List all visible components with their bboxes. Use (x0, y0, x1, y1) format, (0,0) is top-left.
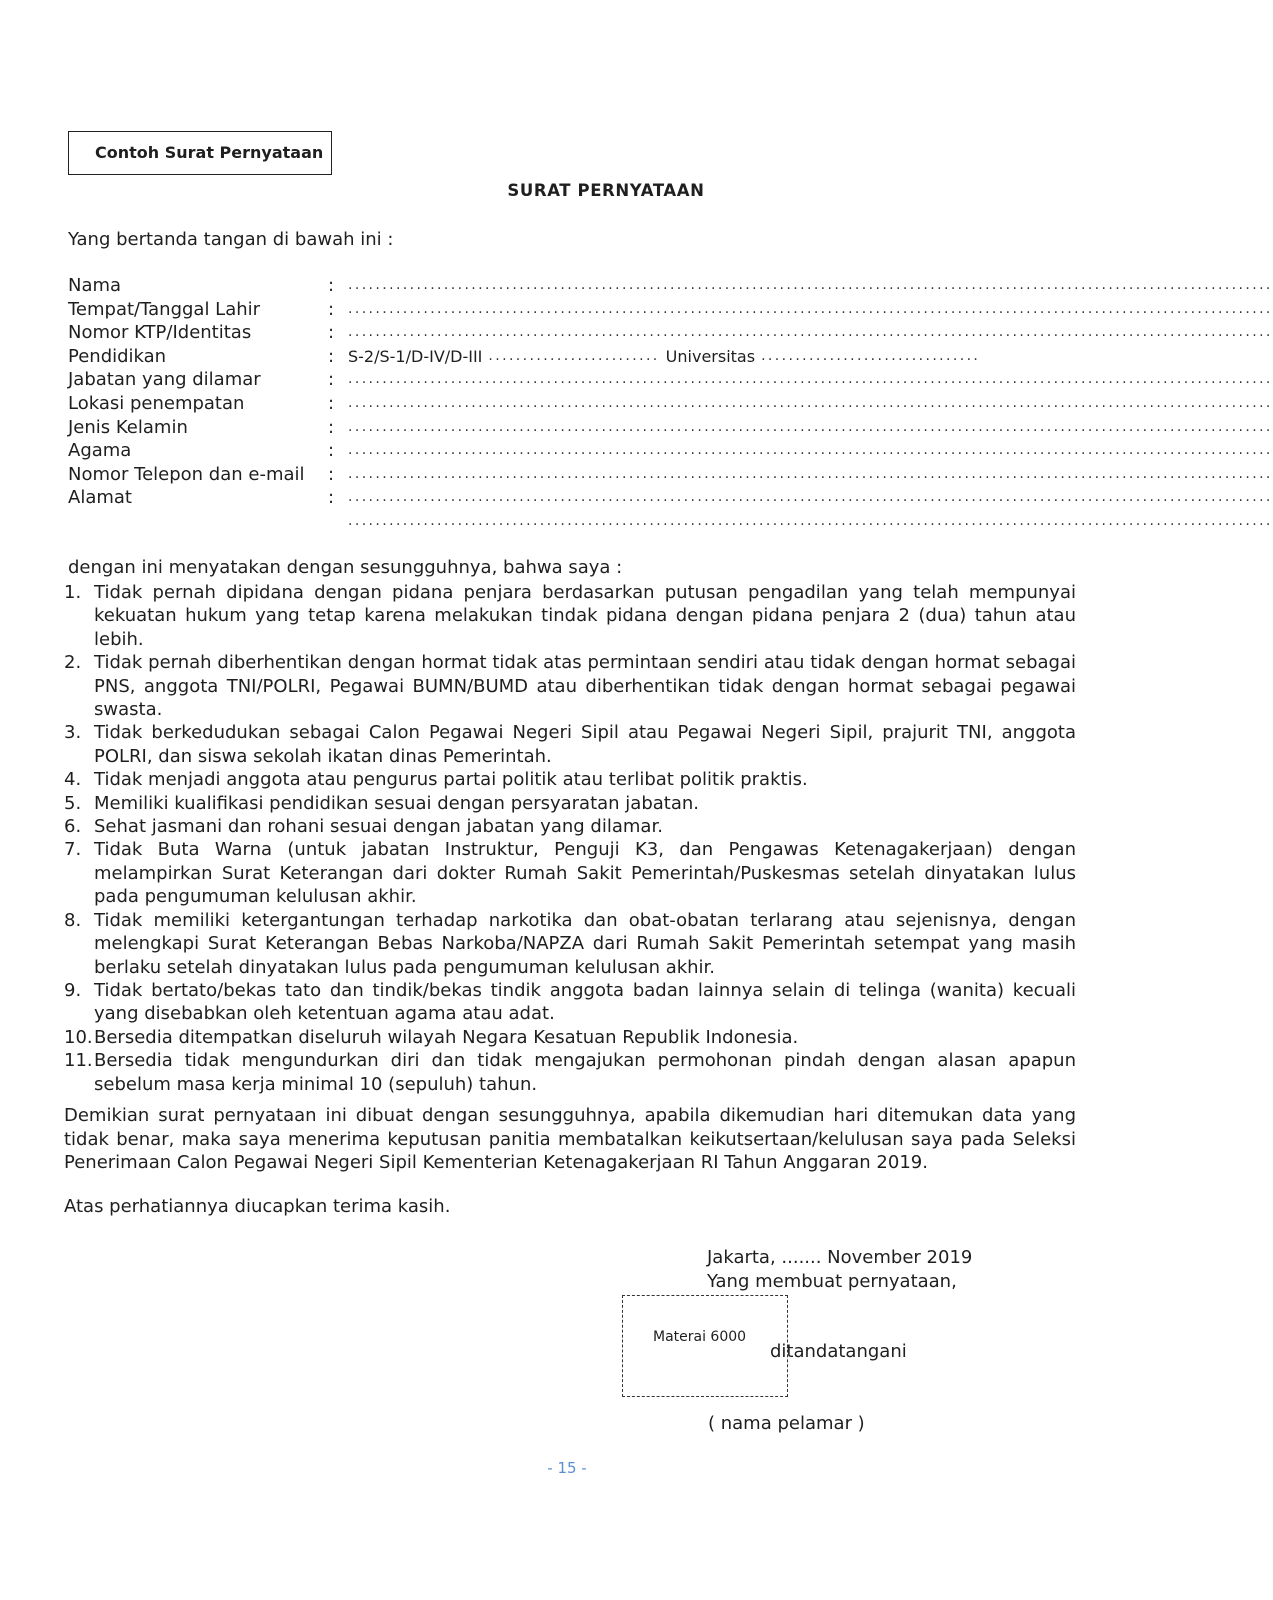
stamp-box (622, 1295, 788, 1397)
statement-item (64, 792, 1076, 815)
field-label: Pendidikan (68, 345, 167, 367)
thanks-line: Atas perhatiannya diucapkan terima kasih. (64, 1196, 451, 1217)
statement-item (64, 979, 1076, 1026)
statement-item (64, 838, 1076, 908)
field-label: Nama (68, 275, 122, 296)
document-title: SURAT PERNYATAAN (507, 181, 705, 200)
statement-number: 9. (64, 979, 82, 1001)
field-dotted-line: ....................................................................................................................................... (348, 300, 1273, 317)
education-level: S-2/S-1/D-IV/D-III (348, 346, 483, 366)
statement-text: Tidak pernah dipidana dengan pidana penjara berdasarkan putusan pengadilan yang telah mempunyai kekuatan hukum yang tetap karena melakukan tindak pidana dengan pidana penjara 2 (dua) tahun atau lebih. (94, 582, 1076, 650)
applicant-name: ( nama pelamar ) (708, 1413, 865, 1434)
intro-text: Yang bertanda tangan di bawah ini : (68, 229, 394, 250)
field-dotted-line: ....................................................................................................................................... (348, 465, 1273, 482)
statement-number: 1. (64, 582, 82, 603)
field-dotted-line: ....................................................................................................................................... (348, 277, 1273, 293)
statement-text: Bersedia tidak mengundurkan diri dan tidak mengajukan permohonan pindah dengan alasan apapun sebelum masa kerja minimal 10 (sepuluh) tahun. (94, 1050, 1076, 1095)
field-dotted-line: ....................................................................................................................................... (348, 371, 1273, 388)
closing-paragraph: Demikian surat pernyataan ini dibuat dengan sesungguhnya, apabila dikemudian hari ditemukan data yang tidak benar, maka saya menerima keputusan panitia membatalkan keikutsertaan/kelulusan saya pada Seleksi Penerimaan Calon Pegawai Negeri Sipil Kementerian Ketenagakerjaan RI Tahun Anggaran 2019. (64, 1105, 1076, 1174)
field-colon: : (328, 392, 335, 414)
maker-line: Yang membuat pernyataan, (707, 1271, 957, 1292)
field-dotted-line: ....................................................................................................................................... (348, 489, 1273, 506)
statement-item (64, 651, 1076, 721)
field-dotted-line: ....................................................................................................................................... (348, 394, 1273, 411)
statement-opening: dengan ini menyatakan dengan sesungguhnya, bahwa saya : (68, 557, 623, 578)
field-dotted-line: ....................................................................................................................................... (348, 418, 1273, 435)
statement-text: Sehat jasmani dan rohani sesuai dengan jabatan yang dilamar. (94, 816, 663, 838)
field-colon: : (328, 487, 335, 509)
statement-number: 11. (64, 1050, 93, 1072)
field-dotted-line: ................................ (761, 347, 981, 364)
field-birth (68, 298, 1273, 322)
field-gender (68, 416, 1273, 440)
statement-text: Tidak pernah diberhentikan dengan hormat tidak atas permintaan sendiri atau tidak dengan hormat sebagai PNS, anggota TNI/POLRI, Pegawai BUMN/BUMD atau diberhentikan tidak dengan hormat sebagai pegawai swasta. (94, 652, 1076, 721)
field-dotted-line: ......................... (488, 347, 660, 364)
statement-item (64, 1026, 1076, 1049)
field-label: Agama (68, 440, 132, 462)
field-colon: : (328, 369, 335, 391)
field-contact (68, 463, 1273, 487)
signature-note: ditandatangani (770, 1341, 907, 1362)
statement-number: 4. (64, 769, 82, 791)
field-name (68, 274, 1273, 298)
statement-text: Tidak memiliki ketergantungan terhadap narkotika dan obat-obatan terlarang atau sejenisnya, dengan melengkapi Surat Keterangan Bebas Narkoba/NAPZA dari Rumah Sakit Pemerintah setempat yang masih berlaku setelah dinyatakan lulus pada pengumuman kelulusan akhir. (94, 909, 1076, 978)
field-location (68, 392, 1273, 416)
field-colon: : (328, 298, 335, 320)
statement-number: 7. (64, 839, 82, 861)
field-colon: : (328, 463, 335, 485)
field-religion (68, 439, 1273, 463)
field-dotted-line: ....................................................................................................................................... (348, 442, 1273, 459)
place-date: Jakarta, ....... November 2019 (707, 1247, 973, 1268)
field-label: Tempat/Tanggal Lahir (68, 298, 261, 320)
statement-text: Tidak Buta Warna (untuk jabatan Instruktur, Penguji K3, dan Pengawas Ketenagakerjaan) dengan melampirkan Surat Keterangan dari dokter Rumah Sakit Pemerintah/Puskesmas setelah dinyatakan lulus pada pengumuman kelulusan akhir. (94, 839, 1076, 908)
field-colon: : (328, 416, 335, 438)
field-position (68, 368, 1273, 392)
statement-item (64, 909, 1076, 979)
statement-number: 5. (64, 792, 82, 814)
field-colon: : (328, 345, 335, 367)
identity-fields (68, 274, 1273, 534)
field-dotted-line: ....................................................................................................................................... (348, 512, 1273, 529)
statement-item (64, 768, 1076, 791)
statement-number: 6. (64, 816, 82, 838)
page-number: - 15 - (547, 1459, 587, 1477)
field-label: Nomor KTP/Identitas (68, 322, 252, 344)
statement-number: 2. (64, 652, 82, 674)
field-colon: : (328, 275, 335, 296)
statement-item (64, 1049, 1076, 1096)
statement-item (64, 581, 1076, 651)
statement-number: 3. (64, 722, 82, 744)
statement-list (64, 581, 1076, 1096)
field-label: Lokasi penempatan (68, 392, 245, 414)
education-line (348, 345, 1072, 369)
sample-label-box: Contoh Surat Pernyataan (68, 131, 332, 175)
statement-item (64, 721, 1076, 768)
field-address (68, 486, 1273, 510)
field-label: Nomor Telepon dan e-mail (68, 463, 305, 485)
statement-text: Tidak menjadi anggota atau pengurus partai politik atau terlibat politik praktis. (94, 769, 808, 791)
field-address-continued (348, 510, 1273, 534)
statement-item (64, 815, 1076, 838)
field-label: Jenis Kelamin (68, 416, 188, 438)
field-label: Alamat (68, 487, 132, 509)
field-colon: : (328, 440, 335, 462)
field-label: Jabatan yang dilamar (68, 369, 261, 391)
field-education (68, 345, 1072, 369)
field-id-number (68, 321, 1273, 345)
statement-number: 8. (64, 909, 82, 931)
field-dotted-line: ....................................................................................................................................... (348, 324, 1273, 341)
field-colon: : (328, 322, 335, 344)
statement-text: Memiliki kualifikasi pendidikan sesuai dengan persyaratan jabatan. (94, 792, 700, 814)
statement-text: Tidak bertato/bekas tato dan tindik/bekas tindik anggota badan lainnya selain di telinga (wanita) kecuali yang disebabkan oleh ketentuan agama atau adat. (94, 979, 1076, 1025)
statement-text: Bersedia ditempatkan diseluruh wilayah Negara Kesatuan Republik Indonesia. (94, 1026, 799, 1048)
stamp-label: Materai 6000 (653, 1329, 747, 1345)
statement-number: 10. (64, 1026, 93, 1048)
university-label: Universitas (665, 346, 756, 366)
statement-text: Tidak berkedudukan sebagai Calon Pegawai Negeri Sipil atau Pegawai Negeri Sipil, prajurit TNI, anggota POLRI, dan siswa sekolah ikatan dinas Pemerintah. (94, 722, 1076, 767)
